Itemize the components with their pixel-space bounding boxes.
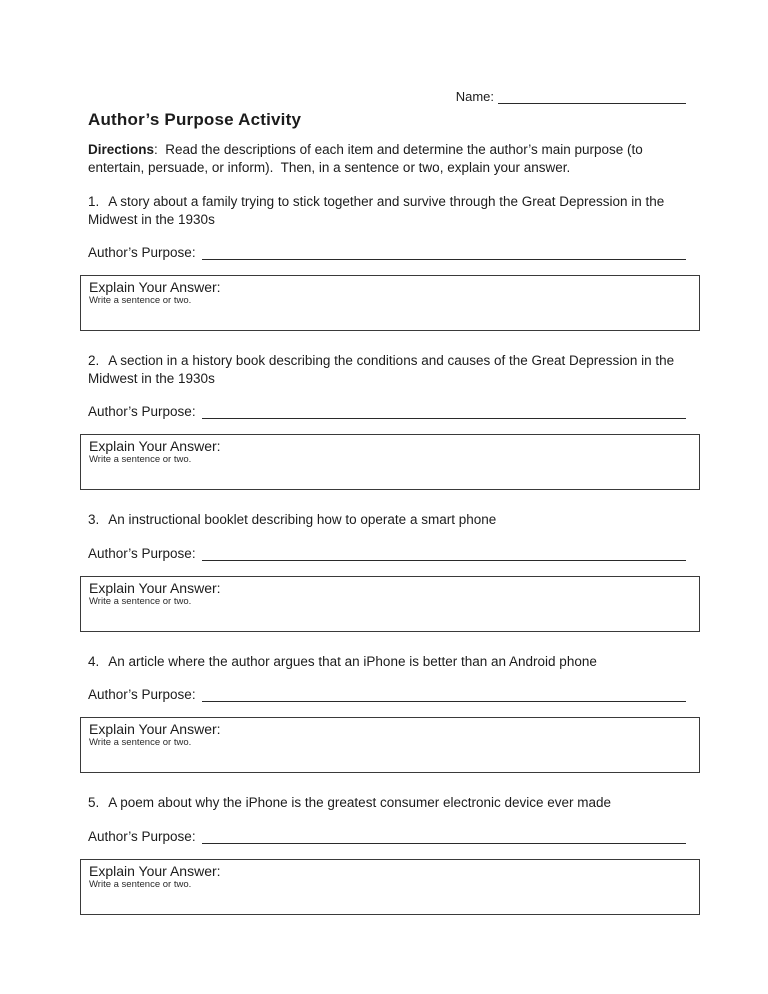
authors-purpose-row — [88, 683, 686, 702]
explain-answer-hint: Write a sentence or two. — [89, 295, 192, 306]
authors-purpose-label: Author’s Purpose: — [88, 828, 196, 844]
explain-answer-label: Explain Your Answer: — [89, 438, 221, 454]
item-description-text: A story about a family trying to stick together and survive through the Great Depression in the Midwest in the 1930s — [88, 194, 669, 227]
authors-purpose-label: Author’s Purpose: — [88, 687, 196, 702]
item-number: 5. — [88, 795, 100, 810]
worksheet-item — [88, 511, 686, 632]
explain-answer-label: Explain Your Answer: — [89, 862, 221, 879]
authors-purpose-fill-line — [202, 544, 686, 561]
authors-purpose-row — [88, 542, 686, 561]
item-description — [88, 511, 686, 529]
explain-answer-box — [80, 717, 700, 773]
page-title: Author’s Purpose Activity — [88, 110, 302, 129]
explain-answer-hint: Write a sentence or two. — [89, 595, 192, 607]
item-description-text: A poem about why the iPhone is the greatest consumer electronic device ever made — [108, 795, 612, 810]
directions-body: : Read the descriptions of each item and determine the author’s main purpose (to entertain, persuade, or inform). Then, in a sentence or two, explain your answer. — [88, 142, 647, 175]
explain-answer-box — [80, 275, 700, 331]
explain-answer-box — [80, 434, 700, 490]
worksheet-content — [88, 84, 686, 915]
item-description — [88, 193, 686, 228]
authors-purpose-label: Author’s Purpose: — [88, 545, 196, 561]
item-description — [88, 794, 686, 812]
explain-answer-hint: Write a sentence or two. — [89, 454, 192, 465]
name-fill-line — [498, 88, 686, 104]
directions-text — [88, 141, 686, 176]
explain-answer-box — [80, 576, 700, 632]
authors-purpose-row — [88, 400, 686, 419]
authors-purpose-row — [88, 825, 686, 844]
explain-answer-box — [80, 859, 700, 915]
item-number: 3. — [88, 512, 100, 527]
worksheet-item — [88, 193, 686, 331]
item-description-text: An instructional booklet describing how to operate a smart phone — [108, 512, 497, 527]
explain-answer-hint: Write a sentence or two. — [89, 878, 192, 890]
item-number: 1. — [88, 194, 100, 209]
name-row — [88, 84, 686, 104]
item-number: 2. — [88, 353, 100, 368]
item-description-text: An article where the author argues that an iPhone is better than an Android phone — [108, 653, 597, 669]
item-description — [88, 352, 686, 387]
explain-answer-label: Explain Your Answer: — [89, 721, 221, 737]
authors-purpose-row — [88, 241, 686, 260]
worksheet-item — [88, 352, 686, 490]
authors-purpose-fill-line — [202, 685, 686, 702]
authors-purpose-fill-line — [202, 827, 686, 844]
authors-purpose-label: Author’s Purpose: — [88, 404, 196, 419]
worksheet-item — [88, 653, 686, 774]
authors-purpose-fill-line — [202, 243, 686, 260]
worksheet-item — [88, 794, 686, 915]
explain-answer-hint: Write a sentence or two. — [89, 737, 192, 748]
directions-label: Directions — [88, 142, 155, 157]
authors-purpose-label: Author’s Purpose: — [88, 245, 196, 260]
items — [88, 193, 686, 915]
authors-purpose-fill-line — [202, 402, 686, 419]
item-number: 4. — [88, 653, 100, 669]
item-description — [88, 653, 686, 671]
explain-answer-label: Explain Your Answer: — [89, 579, 221, 596]
name-label: Name: — [455, 89, 494, 104]
explain-answer-label: Explain Your Answer: — [89, 279, 221, 295]
item-description-text: A section in a history book describing the conditions and causes of the Great Depression in the Midwest in the 1930s — [88, 353, 678, 386]
